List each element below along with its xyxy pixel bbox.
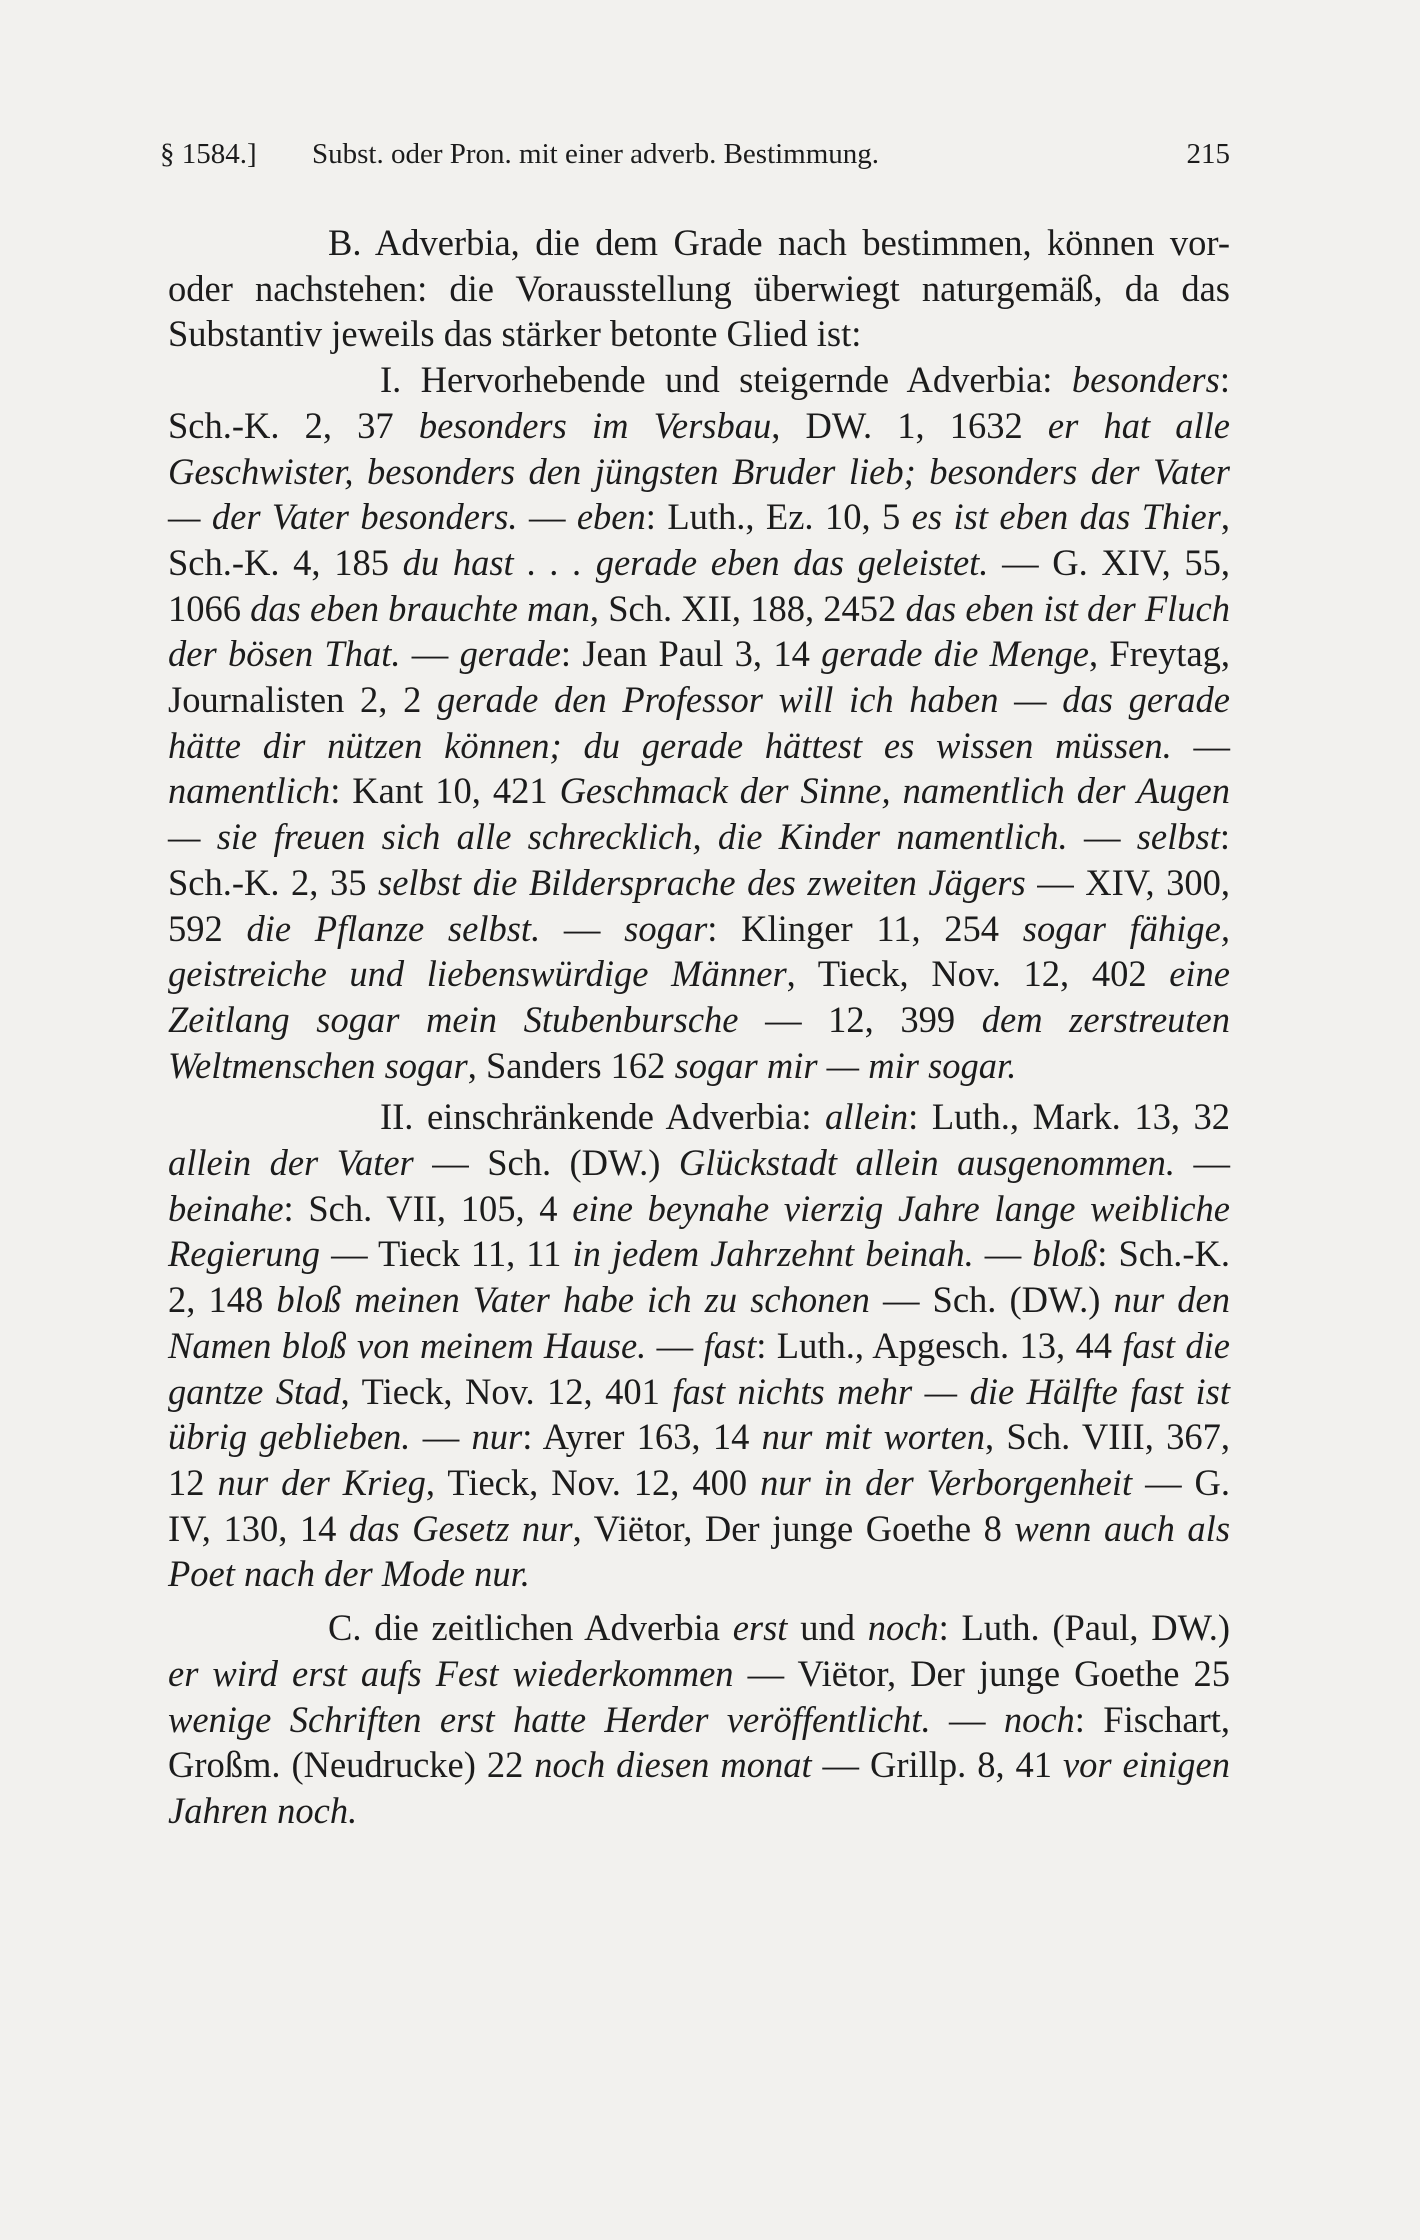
- example: nur mit worten: [761, 1416, 985, 1458]
- example: die Pflanze selbst.: [246, 907, 541, 949]
- example: selbst die Bildersprache des zweiten Jägers: [378, 861, 1026, 903]
- dash: —: [973, 1233, 1033, 1275]
- page-number: 215: [1186, 138, 1230, 170]
- example: fast die gantze Stad: [168, 1324, 1231, 1412]
- running-header: [160, 138, 1230, 171]
- citation: : Sch.-K. 2, 148: [168, 1233, 1230, 1321]
- citation: : Fischart, Großm. (Neudrucke) 22: [168, 1698, 1230, 1786]
- example: nur in der Verborgenheit: [760, 1461, 1133, 1503]
- citation: : Luth., Apgesch. 13, 44: [756, 1324, 1123, 1366]
- paragraph-ii-heading: II. einschränkende Adverbia:: [380, 1096, 826, 1138]
- citation: , DW. 1, 1632: [771, 404, 1048, 446]
- citation: — G. IV, 130, 14: [168, 1461, 1231, 1549]
- citation: — Sch. (DW.): [869, 1279, 1114, 1321]
- citation: , Sch. XII, 188, 2452: [589, 587, 906, 629]
- example: dem zerstreuten Weltmenschen sogar: [168, 998, 1231, 1086]
- keyword: allein: [825, 1096, 909, 1138]
- keyword: beinahe: [168, 1187, 284, 1229]
- example: eine beynahe vierzig Jahre lange weibliche Regierung: [168, 1187, 1230, 1275]
- dash: —: [1067, 816, 1137, 858]
- keyword: eben: [576, 496, 646, 538]
- dash: —: [930, 1698, 1004, 1740]
- example: nur den Namen bloß von meinem Hause.: [168, 1279, 1230, 1366]
- citation: : Sch. VII, 105, 4: [283, 1187, 573, 1229]
- citation: : Luth. (Paul, DW.): [938, 1607, 1231, 1649]
- example: vor einigen Jahren noch.: [168, 1744, 1230, 1831]
- citation: — Tieck 11, 11: [320, 1233, 573, 1275]
- example: Geschmack der Sinne, namentlich der Augen — sie freuen sich alle schrecklich, die Kinder namentlich.: [168, 770, 1230, 858]
- citation: , Tieck, Nov. 12, 402: [786, 953, 1170, 995]
- citation: : Jean Paul 3, 14: [560, 633, 822, 675]
- page-body: [168, 220, 1230, 1834]
- dash: —: [410, 1416, 472, 1458]
- citation: — Grillp. 8, 41: [811, 1744, 1063, 1786]
- example: eine Zeitlang sogar mein Stubenbursche: [168, 953, 1230, 1040]
- example: gerade die Menge: [821, 633, 1089, 675]
- example: das eben ist der Fluch der bösen That.: [168, 587, 1231, 675]
- citation: — Sch. (DW.): [413, 1142, 679, 1184]
- example: bloß meinen Vater habe ich zu schonen: [276, 1279, 870, 1321]
- keyword: besonders: [1071, 359, 1220, 401]
- citation: , Tieck, Nov. 12, 400: [425, 1461, 761, 1503]
- example: du hast . . . gerade eben das geleistet.: [402, 541, 989, 583]
- example: wenn auch als Poet nach der Mode nur.: [168, 1507, 1231, 1595]
- keyword: sogar: [624, 907, 708, 949]
- keyword: noch: [867, 1607, 939, 1649]
- citation: , Sch.-K. 4, 185: [168, 496, 1231, 583]
- keyword: fast: [703, 1324, 757, 1366]
- keyword: erst: [732, 1607, 788, 1649]
- example: fast nichts mehr — die Hälfte fast ist übrig geblieben.: [168, 1370, 1231, 1458]
- example: sogar mir — mir sogar.: [674, 1044, 1017, 1086]
- keyword: noch: [1003, 1698, 1075, 1740]
- citation: : Kant 10, 421: [330, 770, 560, 812]
- keyword: bloß: [1032, 1233, 1098, 1275]
- example: Glückstadt allein ausgenommen.: [678, 1142, 1176, 1184]
- example: es ist eben das Thier: [911, 496, 1221, 538]
- example: wenige Schriften erst hatte Herder veröffentlicht.: [168, 1698, 931, 1740]
- example: das eben brauchte man: [250, 587, 590, 629]
- example: er hat alle Geschwister, besonders den jüngsten Bruder lieb; besonders der Vater — der Vater besonders.: [168, 404, 1230, 538]
- dash: —: [540, 907, 625, 949]
- example: in jedem Jahrzehnt beinah.: [572, 1233, 974, 1275]
- running-title: Subst. oder Pron. mit einer adverb. Bestimmung.: [312, 138, 880, 170]
- dash: —: [1171, 724, 1230, 766]
- example: das Gesetz nur: [348, 1507, 573, 1549]
- text: und: [787, 1607, 868, 1649]
- paragraph-i: [168, 357, 1230, 1088]
- paragraph-c: [168, 1605, 1230, 1834]
- example: gerade den Professor will ich haben — das gerade hätte dir nützen können; du gerade hättest es wissen müssen.: [168, 679, 1231, 766]
- citation: : Ayrer 163, 14: [522, 1416, 762, 1458]
- paragraph-i-heading: I. Hervorhebende und steigernde Adverbia:: [380, 359, 1053, 401]
- example: allein der Vater: [168, 1142, 414, 1184]
- dash: —: [646, 1324, 704, 1366]
- citation: — 12, 399: [738, 998, 982, 1040]
- citation: , Viëtor, Der junge Goethe 8: [572, 1507, 1015, 1549]
- citation: : Luth., Ez. 10, 5: [645, 496, 912, 538]
- dash: —: [400, 633, 460, 675]
- keyword: gerade: [459, 633, 561, 675]
- citation: — XIV, 300, 592: [168, 861, 1230, 949]
- example: sogar fähige, geistreiche und liebenswürdige Männer: [168, 907, 1230, 995]
- citation: : Luth., Mark. 13, 32: [908, 1096, 1230, 1138]
- keyword: nur: [471, 1416, 523, 1458]
- example: noch diesen monat: [534, 1744, 812, 1786]
- dash: —: [1175, 1142, 1230, 1184]
- paragraph-c-heading: C. die zeitlichen Adverbia: [328, 1607, 733, 1649]
- example: besonders im Versbau: [418, 404, 772, 446]
- keyword: selbst: [1136, 816, 1220, 858]
- citation: , Sanders 162: [467, 1044, 675, 1086]
- keyword: namentlich: [168, 770, 331, 812]
- citation: — Viëtor, Der junge Goethe 25: [733, 1652, 1230, 1694]
- citation: , Sch. VIII, 367, 12: [168, 1416, 1230, 1503]
- citation: : Sch.-K. 2, 37: [168, 359, 1230, 446]
- dash: —: [517, 496, 577, 538]
- citation: , Tieck, Nov. 12, 401: [340, 1370, 673, 1412]
- section-number: § 1584.]: [160, 138, 257, 170]
- example: nur der Krieg: [217, 1461, 426, 1503]
- citation: , Freytag, Journalisten 2, 2: [168, 633, 1231, 721]
- paragraph-ii: [168, 1094, 1230, 1597]
- citation: — G. XIV, 55, 1066: [168, 541, 1231, 629]
- paragraph-b: B. Adverbia, die dem Grade nach bestimmen, können vor- oder nachstehen: die Vorausstellung überwiegt naturgemäß, da das Substantiv jeweils das stärker betonte Glied ist:: [168, 222, 1230, 355]
- example: er wird erst aufs Fest wiederkommen: [168, 1652, 734, 1694]
- citation: : Klinger 11, 254: [707, 907, 1023, 949]
- citation: : Sch.-K. 2, 35: [168, 816, 1230, 903]
